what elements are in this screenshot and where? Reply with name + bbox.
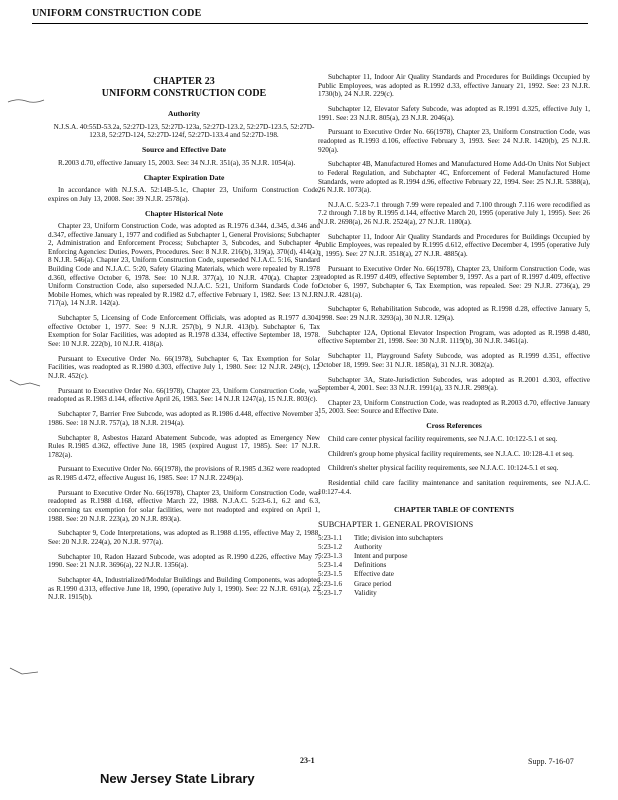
toc-row — [318, 570, 590, 579]
header-rule — [32, 23, 588, 24]
chapter-title: UNIFORM CONSTRUCTION CODE — [101, 87, 267, 99]
supplement-date: Supp. 7-16-07 — [528, 757, 574, 766]
library-stamp: New Jersey State Library — [100, 771, 255, 786]
history-paragraph: Chapter 23, Uniform Construction Code, was adopted as R.1976 d.344, d.345, d.346 and d.347, effective January 1, 1977 and codified as Subchapter 1, General Provisions; Subchapter 2, Administration and Enforcement Process; Subchapter 3, Subcodes, and Subchapter 4, Enforcing Agencies: Duties, Powers, Procedures. See: 8 N.J.R. 216(b), 319(a), 370(d), 414(a); 8 N.J.R. 546(a). Chapter 23, Uniform Construction Code, superseded N.J.A.C. 5:16, Standard Building Code and N.J.A.C. 5:20, Safety Glazing Materials, which were repealed by R.1978 d.360, effective October 6, 1978. See: 10 N.J.R. 377(a), 10 N.J.R. 470(a). Chapter 23, Uniform Construction Code, also superseded N.J.A.C. 5:21, Uniform Standards Code for Mobile Homes, which was repealed by R.1982 d.7, effective February 1, 1982. See: 13 N.J.R. 717(a), 14 N.J.R. 142(a). — [48, 222, 320, 308]
authority-text: N.J.S.A. 40:55D-53.2a, 52:27D-123, 52:27D-123a, 52:27D-123.2, 52:27D-123.5, 52:27D-123.8, 52:27D-124, 52:27D-124f, 52:27D-133.4 and 52:27D-198. — [53, 122, 315, 140]
toc-title: Definitions — [354, 561, 387, 570]
expiration-text: In accordance with N.J.S.A. 52:14B-5.1c, Chapter 23, Uniform Construction Code, expires on July 13, 2008. See: 39 N.J.R. 2578(a). — [48, 186, 320, 203]
margin-mark — [8, 664, 42, 678]
history-paragraph: Pursuant to Executive Order No. 66(1978), Chapter 23, Uniform Construction Code, was readopted as R.1997 d.409, effective September 9, 1997. As a part of R.1997 d.409, effective October 6, 1997, Subchapter 6, Tax Exemption, was repealed. See: 29 N.J.R. 2736(a), 29 N.J.R. 4281(a). — [318, 264, 590, 299]
toc-heading: CHAPTER TABLE OF CONTENTS — [394, 505, 514, 515]
history-paragraph: Subchapter 7, Barrier Free Subcode, was adopted as R.1986 d.448, effective November 3, 1986. See: 18 N.J.R. 757(a), 18 N.J.R. 2194(a). — [48, 410, 320, 427]
history-paragraph: Pursuant to Executive Order No. 66(1978), the provisions of R.1985 d.362 were readopted as R.1985 d.472, effective August 16, 1985. See: 17 N.J.R. 2249(a). — [48, 465, 320, 483]
margin-mark — [8, 376, 42, 390]
toc-number: 5:23-1.7 — [318, 588, 343, 597]
history-paragraph: Subchapter 6, Rehabilitation Subcode, was adopted as R.1998 d.28, effective January 5, 1998. See: 29 N.J.R. 3293(a), 30 N.J.R. 129(a). — [318, 305, 590, 322]
toc-title: Intent and purpose — [354, 551, 408, 560]
toc-subchapter: SUBCHAPTER 1. GENERAL PROVISIONS — [318, 519, 474, 529]
history-paragraph: Subchapter 3A, State-Jurisdiction Subcodes, was adopted as R.2001 d.303, effective September 4, 2001. See: 33 N.J.R. 1991(a), 33 N.J.R. 2989(a). — [318, 375, 590, 393]
toc-title: Grace period — [354, 579, 392, 588]
toc-row — [318, 561, 590, 570]
toc-title: Title; division into subchapters — [354, 533, 443, 542]
history-paragraph: Subchapter 10, Radon Hazard Subcode, was adopted as R.1990 d.226, effective May 7, 1990. See: 21 N.J.R. 3696(a), 22 N.J.R. 1356(a). — [48, 552, 320, 570]
toc-number: 5:23-1.6 — [318, 579, 343, 588]
history-paragraph: Subchapter 4B, Manufactured Homes and Manufactured Home Add-On Units Not Subject to Federal Regulation, and Subchapter 4C, Enforcement of Federal Manufactured Home Standards, were adopted as R.1994 d.96, effective February 22, 1994. See: 25 N.J.R. 5388(a), 26 N.J.R. 1073(a). — [318, 160, 590, 195]
toc-title: Effective date — [354, 570, 394, 579]
history-paragraph: Subchapter 5, Licensing of Code Enforcement Officials, was adopted as R.1977 d.304, effective October 1, 1977. See: 9 N.J.R. 257(b), 9 N.J.R. 413(b). Subchapter 6, Tax Exemption for Solar Facilities, was adopted as R.1978 d.334, effective September 18, 1978. See: 10 N.J.R. 222(b), 10 N.J.R. 418(a). — [48, 314, 320, 348]
toc-number: 5:23-1.3 — [318, 551, 343, 560]
history-paragraph: Pursuant to Executive Order No. 66(1978), Chapter 23, Uniform Construction Code, was readopted as R.1983 d.144, effective April 26, 1983. See: 14 N.J.R 1247(a), 15 N.J.R. 803(c). — [48, 386, 320, 404]
history-paragraph: Subchapter 8, Asbestos Hazard Abatement Subcode, was adopted as Emergency New Rules R.1985 d.362, effective June 18, 1985 (expired August 17, 1985). See: 17 N.J.R. 1782(a). — [48, 433, 320, 459]
toc-number: 5:23-1.4 — [318, 561, 343, 570]
left-column — [48, 78, 320, 608]
source-text: R.2003 d.70, effective January 15, 2003. See: 34 N.J.R. 351(a), 35 N.J.R. 1054(a). — [58, 158, 296, 167]
right-column — [318, 73, 590, 598]
toc-row — [318, 589, 590, 598]
toc-row — [318, 543, 590, 552]
history-paragraph: Subchapter 11, Indoor Air Quality Standards and Procedures for Buildings Occupied by Public Employees, was repealed by R.1995 d.612, effective December 4, 1995 (operative July 1, 1995). See: 27 N.J.R. 3518(a), 27 N.J.R. 4885(a). — [318, 232, 590, 259]
toc-title: Validity — [354, 588, 377, 597]
toc-title: Authority — [354, 542, 382, 551]
margin-mark — [6, 92, 46, 108]
history-paragraph: N.J.A.C. 5:23-7.1 through 7.99 were repealed and 7.100 through 7.116 were recodified as 7.2 through 7.18 by R.1995 d.144, effective March 20, 1995 (operative July 1, 1995). See: 26 N.J.R. 2698(a), 26 N.J.R. 2524(a), 27 N.J.R. 1180(a). — [318, 200, 590, 227]
chapter-number: CHAPTER 23 — [153, 76, 215, 87]
history-paragraph: Subchapter 11, Playground Safety Subcode, was adopted as R.1999 d.351, effective October 18, 1999. See: 31 N.J.R. 1858(a), 31 N.J.R. 3082(a). — [318, 352, 590, 369]
history-paragraph: Pursuant to Executive Order No. 66(1978), Chapter 23, Uniform Construction Code, was readopted as R.1988 d.168, effective March 22, 1988. N.J.A.C. 5:23-6.1, 6.2 and 6.3, concerning tax exemption for solar facilities, were not readopted and expired on April 1, 1988. See: 20 N.J.R. 223(a), 20 N.J.R. 893(a). — [48, 488, 320, 523]
cross-references-heading: Cross References — [426, 421, 482, 431]
cross-reference: Residential child care facility maintenance and sanitation requirements, see N.J.A.C. 10:127-4.4. — [318, 479, 590, 496]
history-paragraph: Chapter 23, Uniform Construction Code, was readopted as R.2003 d.70, effective January 15, 2003. See: Source and Effective Date. — [318, 398, 590, 416]
expiration-heading: Chapter Expiration Date — [143, 172, 225, 182]
history-paragraph: Pursuant to Executive Order No. 66(1978), Subchapter 6, Tax Exemption for Solar Facilities, was readopted as R.1980 d.303, effective July 1, 1980. See: 12 N.J.R. 249(c), 12 N.J.R. 452(c). — [48, 354, 320, 380]
toc-number: 5:23-1.2 — [318, 542, 343, 551]
history-paragraph: Subchapter 12, Elevator Safety Subcode, was adopted as R.1991 d.325, effective July 1, 1991. See: 23 N.J.R. 805(a), 23 N.J.R. 2046(a). — [318, 104, 590, 122]
toc-number: 5:23-1.1 — [318, 533, 343, 542]
toc-number: 5:23-1.5 — [318, 570, 343, 579]
authority-heading: Authority — [167, 109, 201, 119]
toc-row — [318, 552, 590, 561]
history-paragraph: Subchapter 9, Code Interpretations, was adopted as R.1988 d.195, effective May 2, 1988. See: 20 N.J.R. 224(a), 20 N.J.R. 977(a). — [48, 529, 320, 546]
toc-row — [318, 580, 590, 589]
history-heading: Chapter Historical Note — [145, 208, 223, 218]
cross-reference: Child care center physical facility requirements, see N.J.A.C. 10:122-5.1 et seq. — [328, 434, 558, 443]
toc-row — [318, 534, 590, 543]
cross-reference: Children's group home physical facility requirements, see N.J.A.C. 10:128-4.1 et seq. — [328, 449, 574, 458]
history-paragraph: Subchapter 12A, Optional Elevator Inspection Program, was adopted as R.1998 d.480, effective September 21, 1998. See: 30 N.J.R. 1119(b), 30 N.J.R. 3461(a). — [318, 328, 590, 346]
page-number: 23-1 — [300, 756, 315, 765]
history-paragraph: Pursuant to Executive Order No. 66(1978), Chapter 23, Uniform Construction Code, was readopted as R.1993 d.106, effective February 3, 1993. See: 24 N.J.R. 1420(b), 25 N.J.R. 920(a). — [318, 128, 590, 154]
cross-reference: Children's shelter physical facility requirements, see N.J.A.C. 10:124-5.1 et seq. — [328, 464, 559, 473]
running-header: UNIFORM CONSTRUCTION CODE — [32, 8, 202, 19]
history-paragraph: Subchapter 4A, Industrialized/Modular Buildings and Building Components, was adopted as R.1990 d.313, effective June 18, 1990, (operative July 1, 1990). See: 22 N.J.R. 691(a), 22 N.J.R. 1915(b). — [48, 576, 320, 602]
history-paragraph: Subchapter 11, Indoor Air Quality Standards and Procedures for Buildings Occupied by Public Employees, was adopted as R.1992 d.33, effective January 21, 1992. See: 23 N.J.R. 1730(b), 24 N.J.R. 229(c). — [318, 73, 590, 99]
source-heading: Source and Effective Date — [141, 145, 226, 155]
